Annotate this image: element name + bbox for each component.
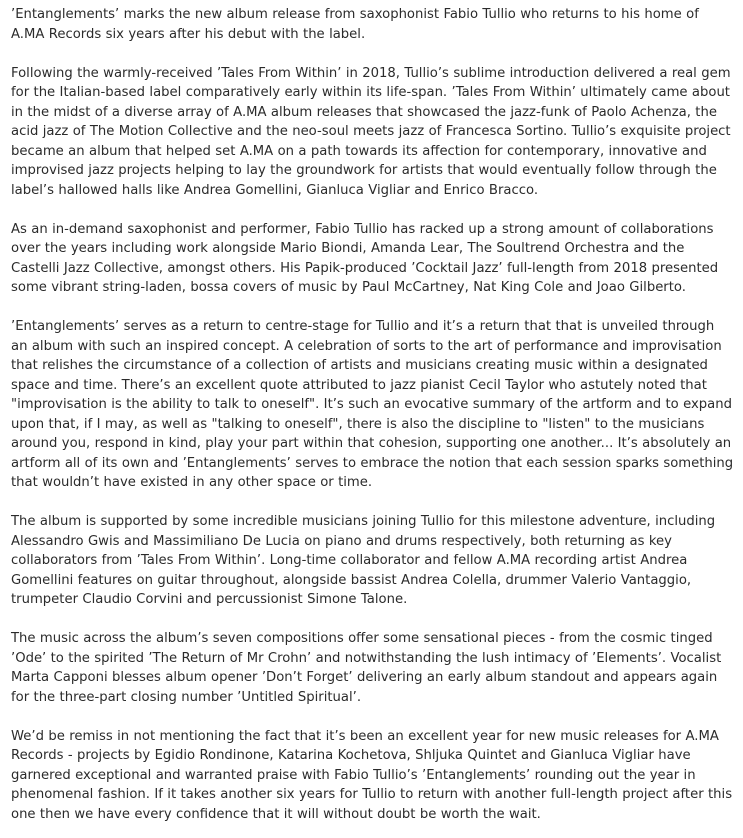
article-paragraph-compositions: The music across the album’s seven compositions offer some sensational pieces - from the cosmic tinged ’Ode’ to the spirited ’The Return of Mr Crohn’ and notwithstanding the lush intimacy of ’Elements’. Vocalist Marta Capponi blesses album opener ’Don’t Forget’ delivering an early album standout and appears again for the three-part closing number ’Untitled Spiritual’. [11, 631, 722, 705]
article-paragraph-closing: We’d be remiss in not mentioning the fact that it’s been an excellent year for new music releases for A.MA Records - projects by Egidio Rondinone, Katarina Kochetova, Shljuka Quintet and Gianluca Vigliar have garnered exceptional and warranted praise with Fabio Tullio’s ’Entanglements’ rounding out the year in phenomenal fashion. If it takes another six years for Tullio to return with another full-length project after this one then we have every confidence that it will without doubt be worth the wait. [11, 728, 733, 822]
article-paragraph-concept: ’Entanglements’ serves as a return to centre-stage for Tullio and it’s a return that that is unveiled through an album with such an inspired concept. A celebration of sorts to the art of performance and improvisation that relishes the circumstance of a collection of artists and musicians creating music within a designated space and time. There’s an excellent quote attributed to jazz pianist Cecil Taylor who astutely noted that "improvisation is the ability to talk to oneself". It’s such an evocative summary of the artform and to expand upon that, if I may, as well as "talking to oneself", there is also the discipline to "listen" to the musicians around you, respond in kind, play your part within that cohesion, supporting one another... It’s absolutely an artform all of its own and ’Entanglements’ serves to embrace the notion that each session sparks something that wouldn’t have existed in any other space or time. [11, 319, 734, 490]
article-paragraph-musicians: The album is supported by some incredible musicians joining Tullio for this milestone adventure, including Alessandro Gwis and Massimiliano De Lucia on piano and drums respectively, both returning as key collaborators from ’Tales From Within’. Long-time collaborator and fellow A.MA recording artist Andrea Gomellini features on guitar throughout, alongside bassist Andrea Colella, drummer Valerio Vantaggio, trumpeter Claudio Corvini and percussionist Simone Talone. [11, 514, 716, 607]
article-paragraph-background: Following the warmly-received ’Tales From Within’ in 2018, Tullio’s sublime introduction delivered a real gem for the Italian-based label comparatively early within its life-span. ’Tales From Within’ ultimately came about in the midst of a diverse array of A.MA album releases that showcased the jazz-funk of Paolo Achenza, the acid jazz of The Motion Collective and the neo-soul meets jazz of Francesca Sortino. Tullio’s exquisite project became an album that helped set A.MA on a path towards its affection for contemporary, innovative and improvised jazz projects helping to lay the groundwork for artists that would eventually follow through the label’s hallowed halls like Andrea Gomellini, Gianluca Vigliar and Enrico Bracco. [11, 65, 731, 198]
article-paragraph-intro: ’Entanglements’ marks the new album release from saxophonist Fabio Tullio who returns to his home of A.MA Records six years after his debut with the label. [11, 7, 699, 42]
article-paragraph-collaborations: As an in-demand saxophonist and performer, Fabio Tullio has racked up a strong amount of collaborations over the years including work alongside Mario Biondi, Amanda Lear, The Soultrend Orchestra and the Castelli Jazz Collective, amongst others. His Papik-produced ’Cocktail Jazz’ full-length from 2018 presented some vibrant string-laden, bossa covers of music by Paul McCartney, Nat King Cole and Joao Gilberto. [11, 221, 719, 295]
